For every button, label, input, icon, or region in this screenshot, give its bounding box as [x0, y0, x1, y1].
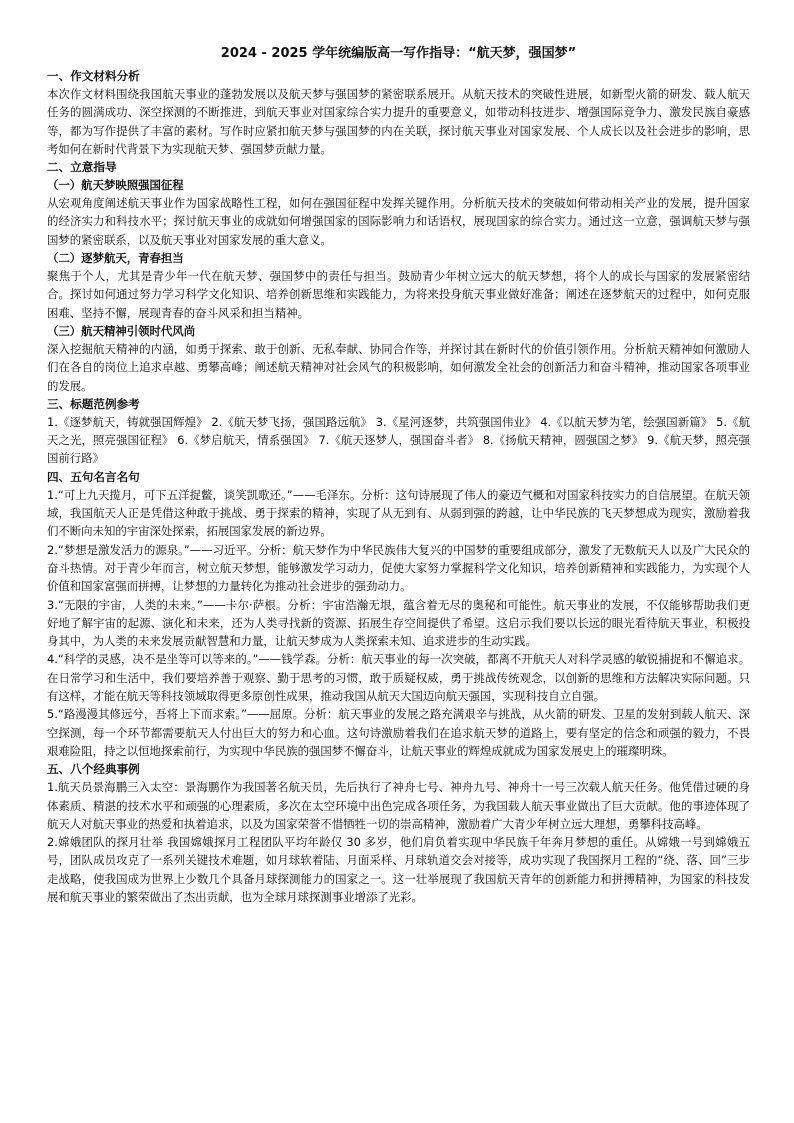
quote-3: 3.“无限的宇宙，人类的未来。”——卡尔·萨根。分析：宇宙浩瀚无垠，蕴含着无尽的奥秘和可能性。航天事业的发展，不仅能够帮助我们更好地了解宇宙的起源、演化和未来，还为人类寻找新的资源、拓展生存空间提供了希望。这启示我们要以长远的眼光看待航天事业，积极投身其中，为人类的未来发展贡献智慧和力量，让航天梦成为人类探索未知、追求进步的生动实践。: [47, 597, 750, 649]
quote-2: 2.“梦想是激发活力的源泉。”——习近平。分析：航天梦作为中华民族伟大复兴的中国梦的重要组成部分，激发了无数航天人以及广大民众的奋斗热情。对于青少年而言，树立航天梦想，能够激发学习动力，促使大家努力掌握科学文化知识，培养创新精神和实践能力，为实现个人价值和国家富强而拼搏，让梦想的力量转化为推动社会进步的强劲动力。: [47, 542, 750, 594]
subheading-theme-2: （二）逐梦航天，青春担当: [47, 251, 184, 266]
quote-1: 1.“可上九天揽月，可下五洋捉鳖，谈笑凯歌还。”——毛泽东。分析：这句诗展现了伟人的豪迈气概和对国家科技实力的自信展望。在航天领域，我国航天人正是凭借这种敢于挑战、勇于探索的精神，实现了从无到有、从弱到强的跨越，让中华民族的飞天梦想成为现实，激励着我们不断向未知的宇宙深处探索，拓展国家发展的新边界。: [47, 487, 750, 539]
section-heading-quotes: 四、五句名言名句: [47, 469, 140, 484]
section-heading-examples: 五、八个经典事例: [47, 762, 140, 777]
document-body: [47, 44, 750, 906]
paragraph-theme-2: 聚焦于个人，尤其是青少年一代在航天梦、强国梦中的责任与担当。鼓励青少年树立远大的航天梦想，将个人的成长与国家的发展紧密结合。探讨如何通过努力学习科学文化知识、培养创新思维和实践能力，为将来投身航天事业做好准备；阐述在逐梦航天的过程中，如何克服困难、坚持不懈，展现青春的奋斗风采和担当精神。: [47, 269, 750, 320]
quote-5: 5.“路漫漫其修远兮，吾将上下而求索。”——屈原。分析：航天事业的发展之路充满艰辛与挑战，从火箭的研发、卫星的发射到载人航天、深空探测，每一个环节都需要航天人付出巨大的努力和心血。这句诗激励着我们在追求航天梦的道路上，要有坚定的信念和顽强的毅力，不畏艰难险阻，持之以恒地探索前行，为实现中华民族的强国梦不懈奋斗，让航天事业的辉煌成就成为国家发展史上的璀璨明珠。: [47, 707, 750, 758]
paragraph-material-analysis: 本次作文材料围绕我国航天事业的蓬勃发展以及航天梦与强国梦的紧密联系展开。从航天技术的突破性进展，如新型火箭的研发、载人航天任务的圆满成功、深空探测的不断推进，到航天事业对国家综合实力提升的重要意义，如带动科技进步、增强国际竞争力、激发民族自豪感等，都为写作提供了丰富的素材。写作时应紧扣航天梦与强国梦的内在关联，探讨航天事业对国家发展、个人成长以及社会进步的影响，思考如何在新时代背景下为实现航天梦、强国梦贡献力量。: [47, 87, 750, 156]
paragraph-theme-3: 深入挖掘航天精神的内涵，如勇于探索、敢于创新、无私奉献、协同合作等，并探讨其在新时代的价值引领作用。分析航天精神如何激励人们在各自的岗位上追求卓越、勇攀高峰；阐述航天精神对社会风气的积极影响，如何激发全社会的创新活力和奋斗精神，推动国家各项事业的发展。: [47, 341, 750, 393]
subheading-theme-1: （一）航天梦映照强国征程: [47, 178, 184, 193]
section-heading-theme-guidance: 二、立意指导: [47, 160, 117, 175]
section-heading-material-analysis: 一、作文材料分析: [47, 69, 140, 83]
example-2: 2.嫦娥团队的探月壮举 我国嫦娥探月工程团队平均年龄仅 30 多岁，他们肩负着实现中华民族千年奔月梦想的重任。从嫦娥一号到嫦娥五号，团队成员攻克了一系列关键技术难题，如月球软着陆、月面采样、月球轨道交会对接等，成功实现了我国探月工程的“绕、落、回”三步走战略，使我国成为世界上少数几个具备月球探测能力的国家之一。这一壮举展现了我国航天青年的创新能力和拼搏精神，为国家的科技发展和航天事业的繁荣做出了杰出贡献，也为全球月球探测事业增添了光彩。: [47, 835, 750, 904]
document-title: 2024 - 2025 学年统编版高一写作指导：“航天梦，强国梦”: [220, 46, 577, 61]
quote-4: 4.“科学的灵感，决不是坐等可以等来的。”——钱学森。分析：航天事业的每一次突破，都离不开航天人对科学灵感的敏锐捕捉和不懈追求。在日常学习和生活中，我们要培养善于观察、勤于思考的习惯，敢于质疑权威，勇于挑战传统观念，以创新的思维和方法解决实际问题。只有这样，才能在航天等科技领域取得更多原创性成果，推动我国从航天大国迈向航天强国，实现科技自立自强。: [47, 652, 750, 704]
section-heading-title-examples: 三、标题范例参考: [47, 396, 140, 411]
example-1: 1.航天员景海鹏三入太空：景海鹏作为我国著名航天员，先后执行了神舟七号、神舟九号、神舟十一号三次载人航天任务。他凭借过硬的身体素质、精湛的技术水平和顽强的心理素质，多次在太空环境中出色完成各项任务，为我国载人航天事业做出了巨大贡献。他的事迹体现了航天人对航天事业的热爱和执着追求，以及为国家荣誉不惜牺牲一切的崇高精神，激励着广大青少年树立远大理想，勇攀科技高峰。: [47, 780, 750, 831]
paragraph-title-examples: 1.《逐梦航天，铸就强国辉煌》 2.《航天梦飞扬，强国路远航》 3.《星河逐梦，共筑强国伟业》 4.《以航天梦为笔，绘强国新篇》 5.《航天之光，照亮强国征程》 6.《梦启航天，情系强国》 7.《航天逐梦人，强国奋斗者》 8.《扬航天精神，圆强国之梦》 9.《航天梦，照亮强国前行路》: [47, 414, 750, 466]
subheading-theme-3: （三）航天精神引领时代风尚: [47, 323, 196, 338]
paragraph-theme-1: 从宏观角度阐述航天事业作为国家战略性工程，如何在强国征程中发挥关键作用。分析航天技术的突破如何带动相关产业的发展，提升国家的经济实力和科技水平；探讨航天事业的成就如何增强国家的国际影响力和话语权，展现国家的综合实力。通过这一立意，强调航天梦与强国梦的紧密联系，以及航天事业对国家发展的重大意义。: [47, 196, 750, 247]
